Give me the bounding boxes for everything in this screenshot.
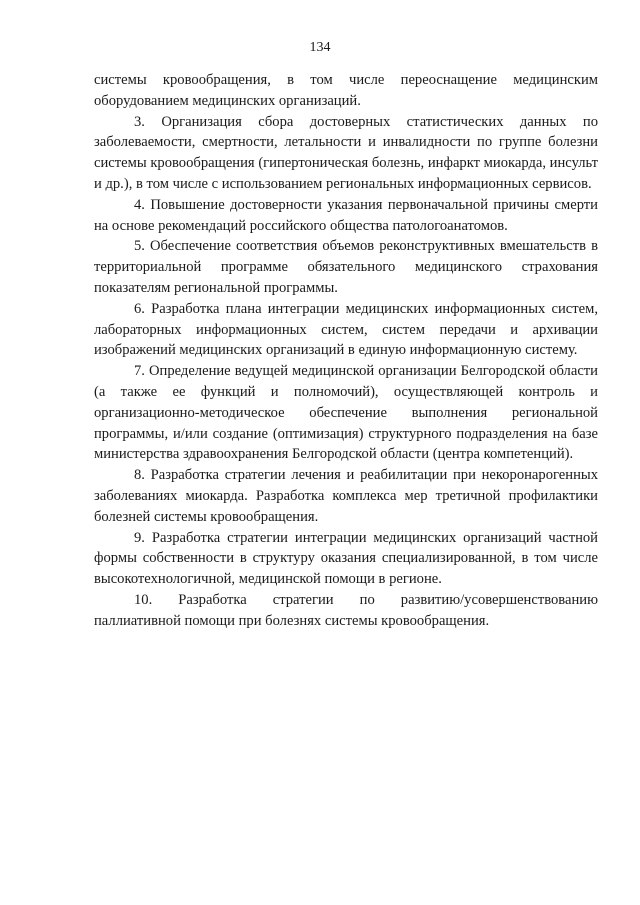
- document-body: [94, 70, 598, 632]
- paragraph-item-10: 10. Разработка стратегии по развитию/усовершенствованию паллиативной помощи при болезнях системы кровообращения.: [94, 591, 598, 629]
- paragraph-continued: системы кровообращения, в том числе переоснащение медицинским оборудованием медицинских организаций.: [94, 72, 598, 109]
- paragraph-item-8: 8. Разработка стратегии лечения и реабилитации при некоронарогенных заболеваниях миокарда. Разработка комплекса мер третичной профилактики болезней системы кровообращения.: [94, 467, 598, 525]
- page-number: 134: [309, 40, 331, 55]
- paragraph-item-9: 9. Разработка стратегии интеграции медицинских организаций частной формы собственности в структуру оказания специализированной, в том числе высокотехнологичной, медицинской помощи в регионе.: [94, 529, 598, 588]
- paragraph-item-3: 3. Организация сбора достоверных статистических данных по заболеваемости, смертности, летальности и инвалидности по группе болезни системы кровообращения (гипертоническая болезнь, инфаркт миокарда, инсульт и др.), в том числе с использованием региональных информационных сервисов.: [94, 113, 598, 192]
- paragraph-item-5: 5. Обеспечение соответствия объемов реконструктивных вмешательств в территориальной программе обязательного медицинского страхования показателям региональной программы.: [94, 238, 598, 296]
- paragraph-item-6: 6. Разработка плана интеграции медицинских информационных систем, лабораторных информационных систем, систем передачи и архивации изображений медицинских организаций в единую информационную систему.: [94, 300, 598, 359]
- paragraph-item-7: 7. Определение ведущей медицинской организации Белгородской области (а также ее функций и полномочий), осуществляющей контроль и организационно-методическое обеспечение выполнения региональной программы, и/или создание (оптимизация) структурного подразделения на базе министерства здравоохранения Белгородской области (центра компетенций).: [94, 363, 598, 463]
- paragraph-item-4: 4. Повышение достоверности указания первоначальной причины смерти на основе рекомендаций российского общества патологоанатомов.: [94, 196, 598, 234]
